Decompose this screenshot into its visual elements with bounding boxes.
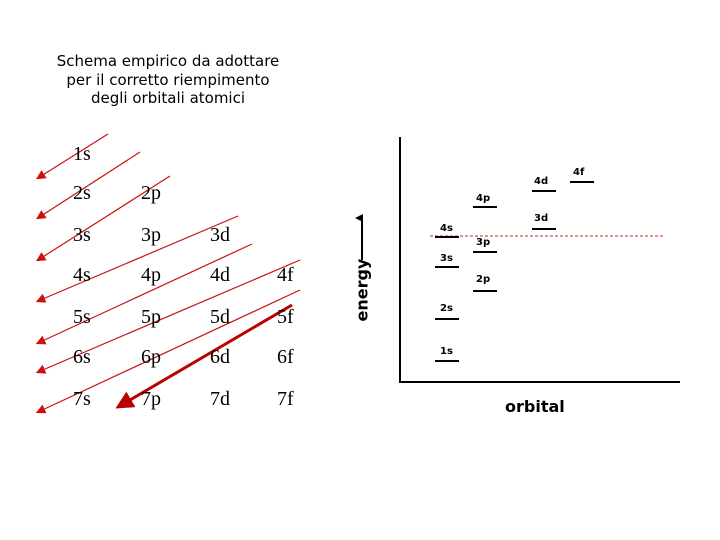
orbital-6s: 6s [73,346,91,368]
level-label-4d: 4d [534,176,549,187]
orbital-1s: 1s [73,143,91,165]
caption-line-2: per il corretto riempimento [66,70,270,89]
level-bar-3d [532,228,556,230]
level-label-2p: 2p [476,274,491,285]
energy-axis-label: energy [352,258,372,322]
level-label-3p: 3p [476,237,491,248]
orbital-2s: 2s [73,182,91,204]
orbital-5s: 5s [73,306,91,328]
fill-arrow-5 [38,244,252,343]
orbital-6d: 6d [210,346,230,368]
orbital-6f: 6f [277,346,294,368]
level-bar-4s [435,236,459,238]
orbital-7f: 7f [277,388,294,410]
caption-line-3: degli orbitali atomici [90,89,246,107]
level-bar-4p [473,206,497,208]
orbital-5d: 5d [210,306,230,328]
orbital-2p: 2p [141,182,161,204]
level-label-3d: 3d [534,213,549,224]
level-bar-1s [435,360,459,362]
orbital-6p: 6p [141,346,161,368]
orbital-5p: 5p [141,306,161,328]
level-bar-3p [473,251,497,253]
orbital-3d: 3d [210,224,230,246]
orbital-4p: 4p [141,264,161,286]
level-bar-2s [435,318,459,320]
orbital-4s: 4s [73,264,91,286]
orbital-4d: 4d [210,264,230,286]
orbital-3s: 3s [73,224,91,246]
orbital-7d: 7d [210,388,230,410]
level-bar-3s [435,266,459,268]
level-bar-4d [532,190,556,192]
level-bar-2p [473,290,497,292]
level-label-4s: 4s [440,223,453,234]
level-label-4p: 4p [476,193,491,204]
fill-arrow-4 [38,216,238,301]
level-label-1s: 1s [440,346,453,357]
orbital-5f: 5f [277,306,294,328]
orbital-axis-label: orbital [505,397,565,416]
level-label-2s: 2s [440,303,453,314]
level-label-3s: 3s [440,253,453,264]
level-bar-4f [570,181,594,183]
orbital-4f: 4f [277,264,294,286]
orbital-3p: 3p [141,224,161,246]
caption-line-1: Schema empirico da adottare [56,52,280,70]
level-label-4f: 4f [573,167,585,178]
orbital-7s: 7s [73,388,91,410]
orbital-7p: 7p [141,388,161,410]
